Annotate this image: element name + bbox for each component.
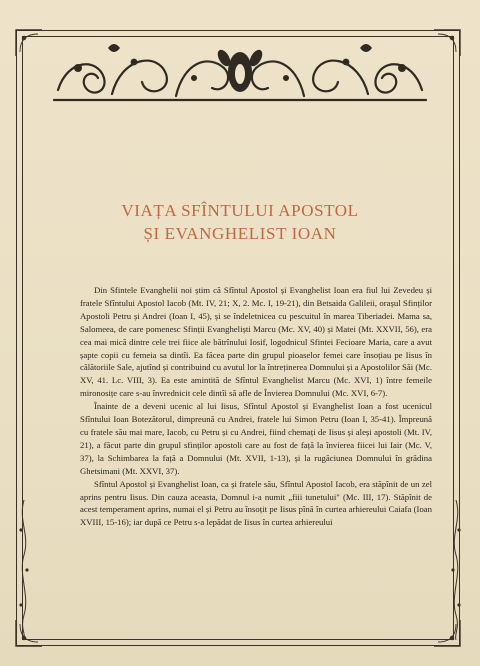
paragraph: Înainte de a deveni ucenic al lui Iisus, Sfîntul Apostol și Evanghelist Ioan a fost ucenicul Sfîntului Ioan Botezătorul, dimpreună cu Andrei, fratele lui Simon Petru (Ioan I, 35-41). Împreună cu fratele său mai mare, Iacob, cu Petru și cu Andrei, fiind chemați de Iisus și aleși apostoli (Mt. IV, 21), a făcut parte din grupul sfinților apostoli care au fost de față la învierea fiicei lui Iair (Mc. V, 37), la Schimbarea la față a Domnului (Mt. XVII, 1-13), și la rugăciunea Domnului în grădina Ghetsimani (Mt. XXVI, 37). (80, 401, 432, 476)
title-line-2: ȘI EVANGHELIST IOAN (143, 224, 337, 243)
side-vine-ornament-left (18, 500, 30, 640)
side-vine-ornament-right (450, 500, 462, 640)
title-line-1: VIAȚA SFÎNTULUI APOSTOL (121, 201, 359, 220)
corner-ornament-top-left (12, 26, 46, 60)
paragraph: Din Sfintele Evanghelii noi știm că Sfîntul Apostol și Evanghelist Ioan era fiul lui Zevedeu și fratele Sfîntului Apostol Iacob (Mt. IV, 21; X, 2. Mc. I, 19-21), din Betsaida Galileii, orașul Sfinților Apostoli Petru și Andrei (Ioan I, 45), și se îndeletnicea cu pescuitul în marea Tiberiadei. Mama sa, Salomeea, de care pomenesc Sfinții Evangheliști Marcu (Mc. XV, 40) și Matei (Mt. XXVII, 56), era cea mai mică dintre cele trei fiice ale bătrînului Iosif, logodnicul Sfintei Fecioare Maria, care a avut șapte copii cu femeia sa dintîi. Ea făcea parte din grupul pioaselor femei care însoțiau pe Iisus în călătoriile Sale, ajutînd și contribuind cu avutul lor la întreținerea Domnului și a Apostolilor Săi (Mc. XV, 41. Lc. VIII, 3). Ea este amintită de Sfîntul Evanghelist Marcu (Mc. XVI, 1) între femeile mironosițe care s-au învrednicit cele dintîi să afle de Învierea Domnului (Mc. XVI, 6-7). (80, 285, 432, 399)
paragraph: Sfîntul Apostol și Evanghelist Ioan, ca și fratele său, Sfîntul Apostol Iacob, era stăpînit de un zel aprins pentru Iisus. Din cauza aceasta, Domnul i-a numit „fiii tunetului" (Mc. III, 17). Stăpînit de acest temperament aprins, numai el și Petru au însoțit pe Iisus pînă în curtea arhiereului Caiafa (Ioan XVIII, 15-16); iar după ce Petru s-a lepădat de Iisus în curtea arhiereului (80, 478, 432, 528)
corner-ornament-top-right (430, 26, 464, 60)
body-text (80, 284, 432, 529)
header-ornament (48, 38, 432, 108)
